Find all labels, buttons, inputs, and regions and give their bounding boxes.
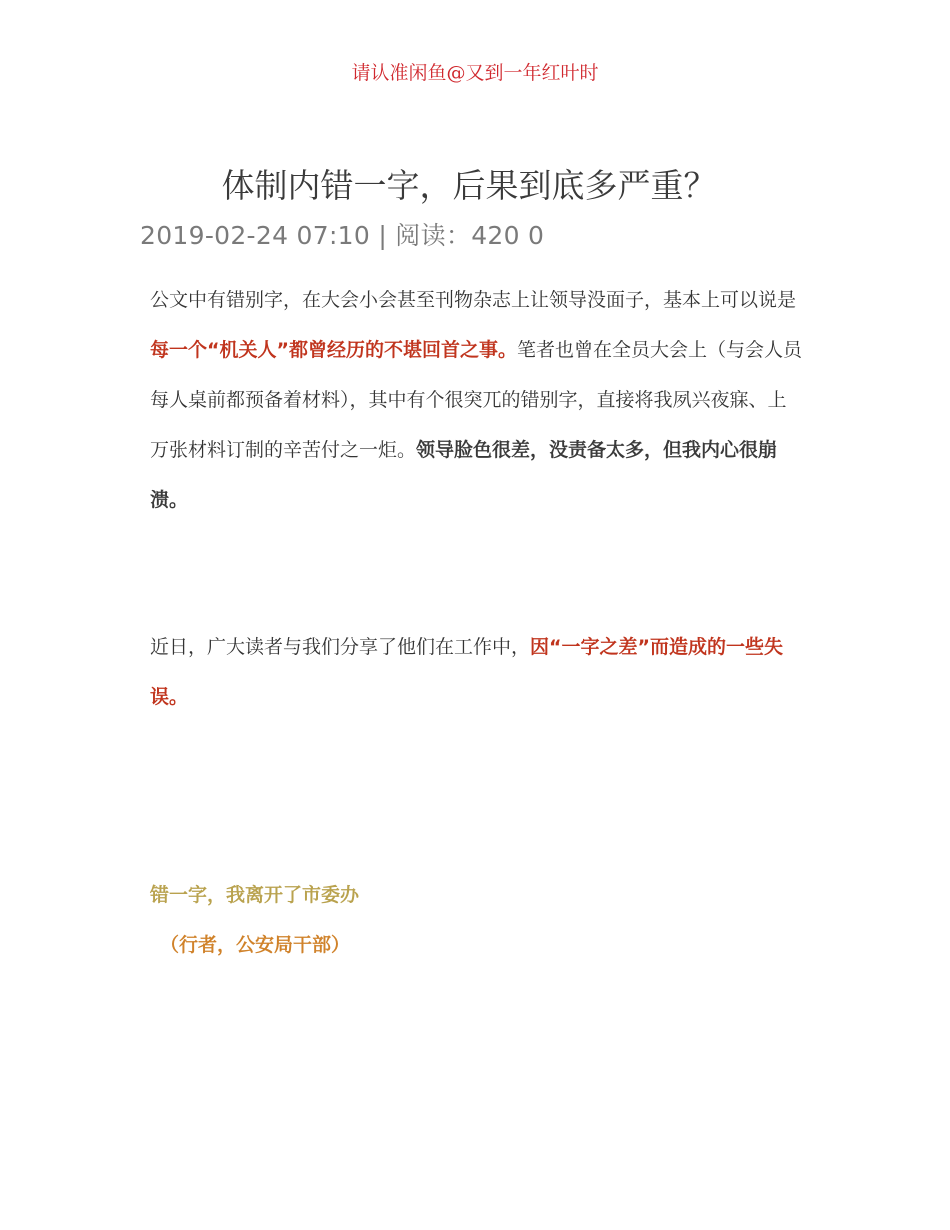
- watermark-text: 请认准闲鱼@又到一年红叶时: [351, 62, 599, 84]
- section-heading: 错一字，我离开了市委办: [150, 884, 360, 906]
- section-subheading: （行者，公安局干部）: [160, 934, 351, 956]
- paragraph-1-text-b: 笔者也曾在全员大会上（与会人员每人桌前都预备着材料），其中有个很突兀的错别字，直接将我夙兴夜寐、上万张材料订制的辛苦付之一炬。: [150, 339, 802, 461]
- article-meta: 2019-02-24 07:10 | 阅读：420 0: [140, 221, 545, 250]
- article-paragraph-1: [150, 275, 802, 525]
- article-title: 体制内错一字，后果到底多严重？: [221, 166, 717, 205]
- paragraph-1-text-a: 公文中有错别字，在大会小会甚至刊物杂志上让领导没面子，基本上可以说是: [150, 289, 797, 311]
- paragraph-1-highlight: 每一个“机关人”都曾经历的不堪回首之事。: [150, 339, 517, 361]
- paragraph-2-highlight: 因“一字之差”而造成的一些失误。: [150, 636, 783, 708]
- article-paragraph-2: [150, 622, 802, 722]
- paragraph-1-bold: 领导脸色很差，没责备太多，但我内心很崩溃。: [150, 439, 778, 511]
- paragraph-2-text: 近日，广大读者与我们分享了他们在工作中，: [150, 636, 531, 658]
